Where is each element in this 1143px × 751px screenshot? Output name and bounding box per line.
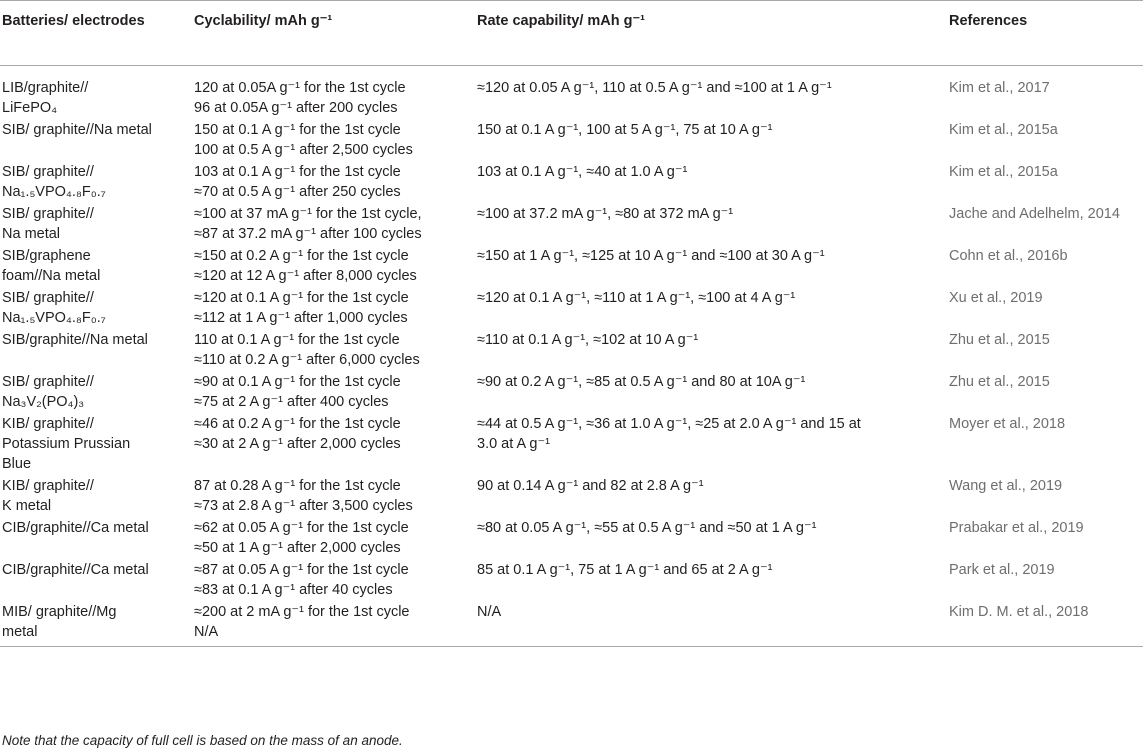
cell-line: ≈30 at 2 A g⁻¹ after 2,000 cycles bbox=[194, 436, 401, 452]
cell-rate-capability bbox=[473, 286, 949, 328]
cell-cyclability bbox=[190, 118, 473, 160]
cell-line: ≈50 at 1 A g⁻¹ after 2,000 cycles bbox=[194, 540, 401, 556]
cell-line: Na₁.₅VPO₄.₈F₀.₇ bbox=[2, 184, 106, 200]
cell-rate-capability bbox=[473, 244, 949, 286]
cell-line: metal bbox=[2, 624, 38, 640]
header-cyclability: Cyclability/ mAh g⁻¹ bbox=[190, 1, 473, 66]
cell-line: 150 at 0.1 A g⁻¹ for the 1st cycle bbox=[194, 122, 401, 138]
cell-rate-capability bbox=[473, 600, 949, 647]
table-row bbox=[0, 474, 1143, 516]
cell-line: 103 at 0.1 A g⁻¹, ≈40 at 1.0 A g⁻¹ bbox=[477, 164, 688, 180]
cell-line: ≈70 at 0.5 A g⁻¹ after 250 cycles bbox=[194, 184, 401, 200]
cell-electrode bbox=[0, 160, 190, 202]
cell-reference: Kim D. M. et al., 2018 bbox=[949, 600, 1143, 647]
cell-line: N/A bbox=[477, 604, 502, 620]
cell-line: ≈112 at 1 A g⁻¹ after 1,000 cycles bbox=[194, 310, 408, 326]
cell-line: CIB/graphite//Ca metal bbox=[2, 520, 149, 536]
cell-reference: Zhu et al., 2015 bbox=[949, 332, 1050, 348]
cell-line: ≈62 at 0.05 A g⁻¹ for the 1st cycle bbox=[194, 520, 409, 536]
cell-line: ≈90 at 0.2 A g⁻¹, ≈85 at 0.5 A g⁻¹ and 80 at 10A g⁻¹ bbox=[477, 374, 806, 390]
cell-line: 120 at 0.05A g⁻¹ for the 1st cycle bbox=[194, 80, 406, 96]
cell-rate-capability bbox=[473, 202, 949, 244]
cell-reference: Prabakar et al., 2019 bbox=[949, 520, 1084, 536]
cell-reference: Xu et al., 2019 bbox=[949, 290, 1043, 306]
cell-rate-capability bbox=[473, 66, 949, 119]
cell-reference: Moyer et al., 2018 bbox=[949, 416, 1066, 432]
cell-cyclability bbox=[190, 160, 473, 202]
table-row bbox=[0, 202, 1143, 244]
cell-cyclability bbox=[190, 328, 473, 370]
cell-line: ≈200 at 2 mA g⁻¹ for the 1st cycle bbox=[194, 604, 410, 620]
cell-line: 150 at 0.1 A g⁻¹, 100 at 5 A g⁻¹, 75 at 10 A g⁻¹ bbox=[477, 122, 773, 138]
cell-electrode bbox=[0, 600, 190, 647]
cell-electrode bbox=[0, 244, 190, 286]
cell-line: SIB/ graphite// bbox=[2, 290, 94, 306]
cell-line: ≈120 at 0.1 A g⁻¹ for the 1st cycle bbox=[194, 290, 409, 306]
cell-cyclability bbox=[190, 558, 473, 600]
cell-line: Potassium Prussian bbox=[2, 436, 131, 452]
table-row bbox=[0, 370, 1143, 412]
cell-line: ≈87 at 0.05 A g⁻¹ for the 1st cycle bbox=[194, 562, 409, 578]
cell-electrode bbox=[0, 516, 190, 558]
cell-electrode bbox=[0, 412, 190, 474]
cell-cyclability bbox=[190, 286, 473, 328]
cell-line: ≈110 at 0.2 A g⁻¹ after 6,000 cycles bbox=[194, 352, 420, 368]
cell-line: 96 at 0.05A g⁻¹ after 200 cycles bbox=[194, 100, 398, 116]
cell-electrode bbox=[0, 558, 190, 600]
cell-line: ≈73 at 2.8 A g⁻¹ after 3,500 cycles bbox=[194, 498, 413, 514]
cell-electrode bbox=[0, 370, 190, 412]
cell-line: SIB/graphite//Na metal bbox=[2, 332, 148, 348]
table-row bbox=[0, 600, 1143, 647]
cell-cyclability bbox=[190, 474, 473, 516]
cell-reference: Park et al., 2019 bbox=[949, 562, 1055, 578]
table-body bbox=[0, 66, 1143, 647]
cell-line: 85 at 0.1 A g⁻¹, 75 at 1 A g⁻¹ and 65 at 2 A g⁻¹ bbox=[477, 562, 773, 578]
cell-line: 100 at 0.5 A g⁻¹ after 2,500 cycles bbox=[194, 142, 413, 158]
table-row bbox=[0, 328, 1143, 370]
cell-cyclability bbox=[190, 202, 473, 244]
cell-rate-capability bbox=[473, 370, 949, 412]
cell-rate-capability bbox=[473, 558, 949, 600]
cell-rate-capability bbox=[473, 516, 949, 558]
cell-line: ≈83 at 0.1 A g⁻¹ after 40 cycles bbox=[194, 582, 393, 598]
cell-line: ≈87 at 37.2 mA g⁻¹ after 100 cycles bbox=[194, 226, 422, 242]
cell-line: SIB/ graphite//Na metal bbox=[2, 122, 152, 138]
cell-electrode bbox=[0, 118, 190, 160]
cell-line: ≈120 at 0.1 A g⁻¹, ≈110 at 1 A g⁻¹, ≈100 at 4 A g⁻¹ bbox=[477, 290, 796, 306]
cell-line: foam//Na metal bbox=[2, 268, 101, 284]
cell-line: ≈46 at 0.2 A g⁻¹ for the 1st cycle bbox=[194, 416, 401, 432]
cell-line: SIB/ graphite// bbox=[2, 206, 94, 222]
cell-reference: Zhu et al., 2015 bbox=[949, 374, 1050, 390]
cell-rate-capability bbox=[473, 118, 949, 160]
cell-line: ≈110 at 0.1 A g⁻¹, ≈102 at 10 A g⁻¹ bbox=[477, 332, 699, 348]
table-header-row bbox=[0, 1, 1143, 66]
cell-line: Na metal bbox=[2, 226, 61, 242]
cell-line: ≈150 at 1 A g⁻¹, ≈125 at 10 A g⁻¹ and ≈100 at 30 A g⁻¹ bbox=[477, 248, 825, 264]
cell-cyclability bbox=[190, 244, 473, 286]
header-rate-capability: Rate capability/ mAh g⁻¹ bbox=[473, 1, 949, 66]
cell-line: ≈90 at 0.1 A g⁻¹ for the 1st cycle bbox=[194, 374, 401, 390]
cell-line: LIB/graphite// bbox=[2, 80, 89, 96]
cell-line: ≈100 at 37.2 mA g⁻¹, ≈80 at 372 mA g⁻¹ bbox=[477, 206, 734, 222]
cell-rate-capability bbox=[473, 160, 949, 202]
cell-line: 87 at 0.28 A g⁻¹ for the 1st cycle bbox=[194, 478, 401, 494]
cell-reference: Kim et al., 2015a bbox=[949, 164, 1058, 180]
cell-electrode bbox=[0, 474, 190, 516]
table-row bbox=[0, 244, 1143, 286]
table-row bbox=[0, 412, 1143, 474]
cell-cyclability bbox=[190, 600, 473, 647]
cell-line: 3.0 at A g⁻¹ bbox=[477, 436, 550, 452]
cell-line: 90 at 0.14 A g⁻¹ and 82 at 2.8 A g⁻¹ bbox=[477, 478, 704, 494]
cell-line: KIB/ graphite// bbox=[2, 478, 94, 494]
cell-line: K metal bbox=[2, 498, 52, 514]
cell-line: Na₃V₂(PO₄)₃ bbox=[2, 394, 85, 410]
cell-line: MIB/ graphite//Mg bbox=[2, 604, 117, 620]
cell-reference: Cohn et al., 2016b bbox=[949, 248, 1068, 264]
table-row bbox=[0, 160, 1143, 202]
cell-reference: Jache and Adelhelm, 2014 bbox=[949, 206, 1120, 222]
cell-line: SIB/ graphite// bbox=[2, 164, 94, 180]
cell-line: ≈120 at 0.05 A g⁻¹, 110 at 0.5 A g⁻¹ and ≈100 at 1 A g⁻¹ bbox=[477, 80, 832, 96]
table-row bbox=[0, 558, 1143, 600]
table-row bbox=[0, 516, 1143, 558]
cell-line: ≈80 at 0.05 A g⁻¹, ≈55 at 0.5 A g⁻¹ and ≈50 at 1 A g⁻¹ bbox=[477, 520, 817, 536]
cell-line: CIB/graphite//Ca metal bbox=[2, 562, 149, 578]
cell-line: LiFePO₄ bbox=[2, 100, 58, 116]
table-footnote: Note that the capacity of full cell is based on the mass of an anode. bbox=[2, 733, 403, 748]
cell-line: SIB/ graphite// bbox=[2, 374, 94, 390]
table-row bbox=[0, 118, 1143, 160]
cell-electrode bbox=[0, 202, 190, 244]
cell-line: ≈44 at 0.5 A g⁻¹, ≈36 at 1.0 A g⁻¹, ≈25 at 2.0 A g⁻¹ and 15 at bbox=[477, 416, 861, 432]
cell-electrode bbox=[0, 328, 190, 370]
cell-line: Blue bbox=[2, 456, 32, 472]
cell-cyclability bbox=[190, 370, 473, 412]
cell-line: ≈150 at 0.2 A g⁻¹ for the 1st cycle bbox=[194, 248, 409, 264]
cell-line: N/A bbox=[194, 624, 219, 640]
cell-rate-capability bbox=[473, 328, 949, 370]
table-row bbox=[0, 66, 1143, 119]
cell-line: SIB/graphene bbox=[2, 248, 91, 264]
cell-rate-capability bbox=[473, 474, 949, 516]
header-batteries: Batteries/ electrodes bbox=[0, 1, 190, 66]
cell-rate-capability bbox=[473, 412, 949, 474]
cell-cyclability bbox=[190, 412, 473, 474]
cell-reference: Wang et al., 2019 bbox=[949, 478, 1063, 494]
cell-line: 103 at 0.1 A g⁻¹ for the 1st cycle bbox=[194, 164, 401, 180]
cell-line: ≈75 at 2 A g⁻¹ after 400 cycles bbox=[194, 394, 389, 410]
cell-line: ≈100 at 37 mA g⁻¹ for the 1st cycle, bbox=[194, 206, 422, 222]
header-references: References bbox=[949, 1, 1143, 66]
cell-reference: Kim et al., 2015a bbox=[949, 122, 1058, 138]
cell-line: ≈120 at 12 A g⁻¹ after 8,000 cycles bbox=[194, 268, 417, 284]
cell-reference: Kim et al., 2017 bbox=[949, 80, 1050, 96]
cell-line: Na₁.₅VPO₄.₈F₀.₇ bbox=[2, 310, 106, 326]
cell-electrode bbox=[0, 66, 190, 119]
cell-line: KIB/ graphite// bbox=[2, 416, 94, 432]
cell-electrode bbox=[0, 286, 190, 328]
cell-cyclability bbox=[190, 516, 473, 558]
table-row bbox=[0, 286, 1143, 328]
cell-line: 110 at 0.1 A g⁻¹ for the 1st cycle bbox=[194, 332, 400, 348]
cell-cyclability bbox=[190, 66, 473, 119]
